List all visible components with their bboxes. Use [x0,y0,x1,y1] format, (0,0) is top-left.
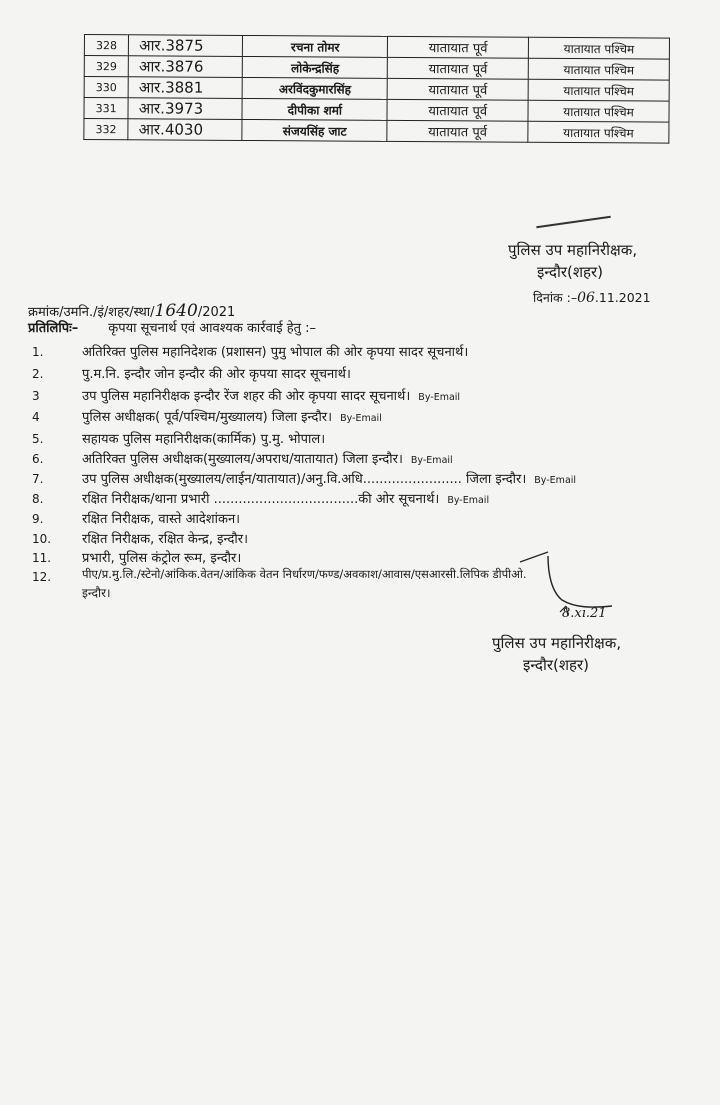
copy-text: कृपया सूचनार्थ एवं आवश्यक कार्रवाई हेतु :– [108,321,317,336]
from-cell: यातायात पूर्व [388,57,529,79]
list-item-text: प्रभारी, पुलिस कंट्रोल रूम, इन्दौर। [82,551,242,566]
list-number: 6. [32,452,44,466]
list-number: 8. [32,492,44,506]
from-cell: यातायात पूर्व [387,78,528,100]
to-cell: यातायात पश्चिम [528,79,669,101]
serial-cell: 330 [84,77,128,98]
to-cell: यातायात पश्चिम [528,100,669,122]
list-item-text: रक्षित निरीक्षक, वास्ते आदेशांकन। [82,512,241,527]
list-item-text: उप पुलिस महानिरीक्षक इन्दौर रेंज शहर की ओर कृपया सादर सूचनार्थ। [82,389,411,404]
badge-number-cell: आर.3973 [128,98,242,120]
serial-cell: 332 [84,119,128,140]
list-number: 4 [32,410,40,424]
list-number: 2. [32,367,44,381]
serial-cell: 329 [84,56,128,77]
list-number: 10. [32,532,52,546]
email-note: By-Email [534,475,577,486]
name-cell: रचना तोमर [243,35,388,57]
serial-cell: 331 [84,98,128,119]
to-cell: यातायात पश्चिम [528,58,669,80]
from-cell: यातायात पूर्व [388,36,529,58]
signatory-office-bottom: इन्दौर(शहर) [523,656,589,674]
email-note: By-Email [410,455,453,466]
date-day-handwritten: 06 [577,290,595,306]
list-number: 11. [32,551,52,565]
reference-number-handwritten: 1640 [154,301,198,321]
name-cell: लोकेन्द्रसिंह [243,56,388,78]
signatory-office: इन्दौर(शहर) [537,263,603,281]
reference-prefix: क्रमांक/उमनि./इं/शहर/स्था/ [28,305,155,320]
list-item-text: उप पुलिस अधीक्षक(मुख्यालय/लाईन/यातायात)/अनु.वि.अधि........................ जिला इन्दौर। [82,472,527,487]
list-item-text: पुलिस अधीक्षक( पूर्व/पश्चिम/मुख्यालय) जिला इन्दौर। [82,410,333,425]
list-number: 5. [32,432,44,446]
list-item-text: सहायक पुलिस महानिरीक्षक(कार्मिक) पु.मु. भोपाल। [82,432,326,447]
list-number: 7. [32,472,44,486]
name-cell: संजयसिंह जाट [242,119,387,141]
email-note: By-Email [418,392,461,403]
email-note: By-Email [340,413,382,424]
list-item-text: रक्षित निरीक्षक, रक्षित केन्द्र, इन्दौर। [82,532,249,547]
signatory-designation: पुलिस उप महानिरीक्षक, [508,241,638,259]
badge-number-cell: आर.3881 [128,77,242,99]
list-number: 3 [32,389,40,403]
list-item-text: पीए/प्र.मु.लि./स्टेनो/आंकिक.वेतन/आंकिक वेतन निर्धारण/फण्ड/अवकाश/आवास/एसआरसी.लिपिक डीपीओ. [82,567,527,581]
list-number: 9. [32,512,44,526]
copy-label: प्रतिलिपिः– [28,321,79,336]
name-cell: अरविंदकुमारसिंह [242,77,387,99]
list-item-text: रक्षित निरीक्षक/थाना प्रभारी ...................................की ओर सूचनार्थ। [82,492,440,507]
name-cell: दीपीका शर्मा [242,98,387,120]
reference-suffix: /2021 [197,305,236,320]
handwritten-date: 8.xı.21 [562,606,607,621]
list-item-text: पु.म.नि. इन्दौर जोन इन्दौर की ओर कृपया सादर सूचनार्थ। [82,367,351,382]
badge-number-cell: आर.3875 [129,35,243,57]
list-number: 12. [32,570,52,584]
email-note: By-Email [447,495,490,506]
badge-number-cell: आर.3876 [128,56,242,78]
serial-cell: 328 [84,35,128,56]
from-cell: यातायात पूर्व [387,99,528,121]
list-number: 1. [32,345,44,359]
date-rest: .11.2021 [594,290,651,305]
from-cell: यातायात पूर्व [387,120,528,142]
list-continuation: इन्दौर। [82,586,111,600]
to-cell: यातायात पश्चिम [528,37,669,59]
signatory-designation-bottom: पुलिस उप महानिरीक्षक, [492,634,622,652]
date-label: दिनांक :– [533,290,578,305]
to-cell: यातायात पश्चिम [528,121,669,143]
list-item-text: अतिरिक्त पुलिस महानिदेशक (प्रशासन) पुमु भोपाल की ओर कृपया सादर सूचनार्थ। [82,345,469,360]
list-item-text: अतिरिक्त पुलिस अधीक्षक(मुख्यालय/अपराध/यातायात) जिला इन्दौर। [82,452,403,467]
badge-number-cell: आर.4030 [128,119,242,141]
